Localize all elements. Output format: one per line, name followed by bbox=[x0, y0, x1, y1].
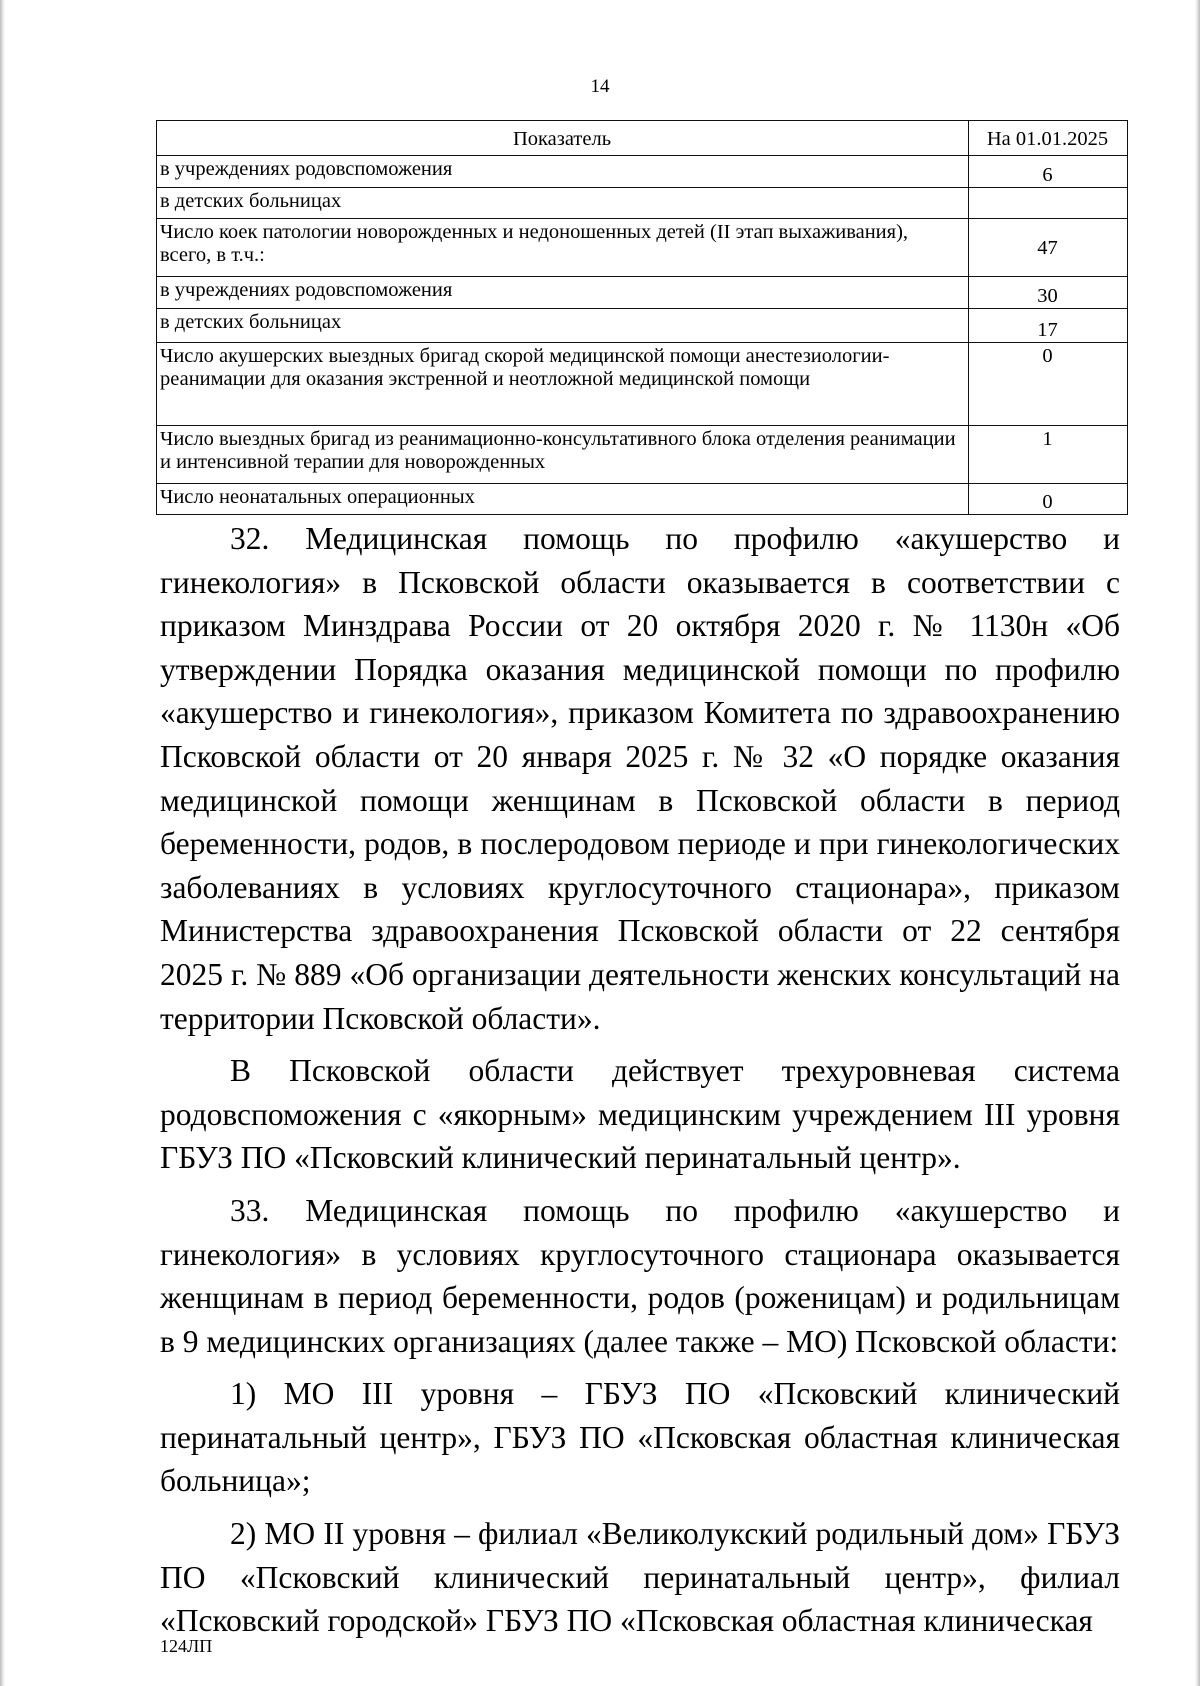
row-label: Число выездных бригад из реанимационно-консультативного блока отделения реанимации и интенсивной терапии для новорожденных bbox=[157, 426, 969, 484]
row-label: Число коек патологии новорожденных и недоношенных детей (II этап выхаживания), всего, в т.ч.: bbox=[157, 219, 969, 277]
paragraph-33: 33. Медицинская помощь по профилю «акушерство и гинекология» в условиях круглосуточного стационара оказывается женщинам в период беременности, родов (роженицам) и родильницам в 9 медицинских организациях (далее также – МО) Псковской области: bbox=[160, 1192, 1120, 1359]
row-label: Число акушерских выездных бригад скорой медицинской помощи анестезиологии-реанимации для оказания экстренной и неотложной медицинской помощи bbox=[157, 343, 969, 426]
page-number: 14 bbox=[590, 76, 610, 97]
row-label: в детских больницах bbox=[157, 188, 969, 219]
document-body bbox=[160, 517, 1120, 1643]
table-row bbox=[157, 309, 1128, 343]
row-value: 47 bbox=[969, 219, 1128, 277]
table-row bbox=[157, 219, 1128, 277]
list-item-level-2: 2) МО II уровня – филиал «Великолукский родильный дом» ГБУЗ ПО «Псковский клинический перинатальный центр», филиал «Псковский городской» ГБУЗ ПО «Псковская областная клиническая bbox=[160, 1516, 1120, 1639]
table-row bbox=[157, 343, 1128, 426]
paragraph-32: 32. Медицинская помощь по профилю «акушерство и гинекология» в Псковской области оказывается в соответствии с приказом Минздрава России от 20 октября 2020 г. № 1130н «Об утверждении Порядка оказания медицинской помощи по профилю «акушерство и гинекология», приказом Комитета по здравоохранению Псковской области от 20 января 2025 г. № 32 «О порядке оказания медицинской помощи женщинам в Псковской области в период беременности, родов, в послеродовом периоде и при гинекологических заболеваниях в условиях круглосуточного стационара», приказом Министерства здравоохранения Псковской области от 22 сентября 2025 г. № 889 «Об организации деятельности женских консультаций на территории Псковской области». bbox=[160, 521, 1120, 1036]
row-label: Число неонатальных операционных bbox=[157, 484, 969, 515]
row-label: в учреждениях родовспоможения bbox=[157, 156, 969, 188]
table-row bbox=[157, 484, 1128, 515]
list-item-level-3: 1) МО III уровня – ГБУЗ ПО «Псковский клинический перинатальный центр», ГБУЗ ПО «Псковская областная клиническая больница»; bbox=[160, 1376, 1120, 1499]
row-value: 17 bbox=[969, 309, 1128, 343]
scan-edge-right bbox=[1195, 0, 1200, 1686]
header-date-column: На 01.01.2025 bbox=[969, 121, 1128, 156]
table-header-row bbox=[157, 121, 1128, 156]
row-label: в учреждениях родовспоможения bbox=[157, 277, 969, 309]
row-label: в детских больницах bbox=[157, 309, 969, 343]
row-value bbox=[969, 188, 1128, 219]
row-value: 0 bbox=[969, 484, 1128, 515]
scan-edge-left bbox=[0, 0, 5, 1686]
table-row bbox=[157, 426, 1128, 484]
table-row bbox=[157, 277, 1128, 309]
header-indicator: Показатель bbox=[157, 121, 969, 156]
row-value: 1 bbox=[969, 426, 1128, 484]
row-value: 30 bbox=[969, 277, 1128, 309]
table-row bbox=[157, 156, 1128, 188]
row-value: 6 bbox=[969, 156, 1128, 188]
table-row bbox=[157, 188, 1128, 219]
paragraph-three-level-system: В Псковской области действует трехуровневая система родовспоможения с «якорным» медицинским учреждением III уровня ГБУЗ ПО «Псковский клинический перинатальный центр». bbox=[160, 1053, 1120, 1176]
indicators-table bbox=[156, 120, 1128, 515]
row-value: 0 bbox=[969, 343, 1128, 426]
footer-document-code: 124ЛП bbox=[160, 1636, 213, 1656]
